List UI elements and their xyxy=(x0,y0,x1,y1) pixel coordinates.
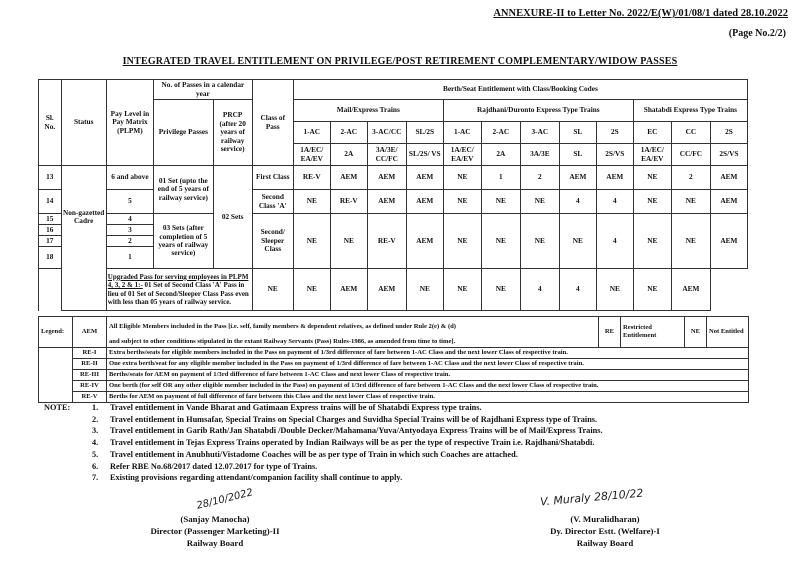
code-header: 1A/EC/ EA/EV xyxy=(293,144,330,166)
value-cell: NE xyxy=(252,269,293,311)
class-header: 2-AC xyxy=(330,122,367,144)
header-status: Status xyxy=(61,80,106,166)
value-cell: AEM xyxy=(596,166,633,190)
legend-table xyxy=(38,316,749,403)
page-number: (Page No.2/2) xyxy=(728,28,786,39)
code-header: 2S/VS xyxy=(710,144,747,166)
value-cell: NE xyxy=(520,214,559,269)
value-cell: NE xyxy=(443,214,481,269)
value-cell: NE xyxy=(293,269,330,311)
code-header: 2A xyxy=(481,144,520,166)
slno-cell: 13 xyxy=(39,166,62,190)
signature-right-scribble: V. Muraly 28/10/22 xyxy=(539,486,644,509)
value-cell: RE-V xyxy=(293,166,330,190)
note-item: 5. Travel entitlement in Anubhuti/Vistadome Coaches will be as per type of Train in which such Coaches are attached. xyxy=(92,449,518,459)
slno-cell: 14 xyxy=(39,190,62,214)
legend-text: Berths for AEM on payment of full difference of fare between this Class and the next lower Class of respective train. xyxy=(107,391,749,402)
prcp-cell: 02 Sets xyxy=(213,166,252,269)
value-cell: 4 xyxy=(559,190,596,214)
table-row xyxy=(39,190,748,214)
value-cell: NE xyxy=(633,166,671,190)
legend-key: RE-I xyxy=(73,347,107,358)
legend-row xyxy=(39,358,749,369)
annexure-reference: ANNEXURE-II to Letter No. 2022/E(W)/01/08/1 dated 28.10.2022 xyxy=(493,8,788,19)
code-header: 3A/3E/ CC/FC xyxy=(367,144,406,166)
value-cell: NE xyxy=(443,166,481,190)
pay-level-cell: 4 xyxy=(106,214,153,225)
value-cell: NE xyxy=(330,214,367,269)
class-cell: Second/ Sleeper Class xyxy=(252,214,293,269)
class-header: 1-AC xyxy=(293,122,330,144)
note-item: 6. Refer RBE No.68/2017 dated 12.07.2017 for type of Trains. xyxy=(92,461,318,471)
value-cell: AEM xyxy=(559,166,596,190)
legend-text: One berth (for self OR any other eligible member included in the Pass) on payment of 1/3rd difference of fare between 1-AC Class and the next lower Class of respective train. xyxy=(107,380,749,391)
status-cell: Non-gazetted Cadre xyxy=(61,166,106,269)
value-cell: 4 xyxy=(559,269,596,311)
legend-text: One extra berth/seat for any eligible member included in the Pass on payment of 1/3rd difference of fare between 1-AC Class and the next lower Class of respective train. xyxy=(107,358,749,369)
legend-row xyxy=(39,347,749,358)
document-title: INTEGRATED TRAVEL ENTITLEMENT ON PRIVILEGE/POST RETIREMENT COMPLEMENTARY/WIDOW PASSES xyxy=(122,56,678,67)
value-cell: NE xyxy=(481,190,520,214)
value-cell: NE xyxy=(671,190,710,214)
code-header: CC/FC xyxy=(671,144,710,166)
class-cell: Second Class 'A' xyxy=(252,190,293,214)
table-row xyxy=(39,214,748,225)
code-header: SL/2S/ VS xyxy=(406,144,443,166)
header-berth-entitlement: Berth/Seat Entitlement with Class/Booking Codes xyxy=(293,80,747,100)
class-header: 3-AC xyxy=(520,122,559,144)
legend-text: Extra berths/seats for eligible members included in the Pass on payment of 1/3rd difference of fare between 1-AC Class and the next lower Class of respective train. xyxy=(107,347,749,358)
header-shatabdi: Shatabdi Express Type Trains xyxy=(633,100,747,122)
value-cell: 4 xyxy=(596,214,633,269)
legend-row xyxy=(39,380,749,391)
value-cell: 2 xyxy=(520,166,559,190)
value-cell: AEM xyxy=(406,214,443,269)
privilege-cell: 01 Set (upto the end of 5 years of railway service) xyxy=(154,166,214,214)
table-row xyxy=(39,166,748,190)
legend-key: RE-III xyxy=(73,369,107,380)
legend-key: RE-V xyxy=(73,391,107,402)
value-cell: 4 xyxy=(596,190,633,214)
code-header: 2S/VS xyxy=(596,144,633,166)
header-prcp: PRCP (after 20 years of railway service) xyxy=(213,100,252,166)
value-cell: 4 xyxy=(520,269,559,311)
header-passes-group: No. of Passes in a calendar year xyxy=(154,80,253,100)
class-header: CC xyxy=(671,122,710,144)
header-privilege: Privilege Passes xyxy=(154,100,214,166)
legend-row xyxy=(39,369,749,380)
value-cell: NE xyxy=(406,269,443,311)
value-cell: AEM xyxy=(406,166,443,190)
value-cell: AEM xyxy=(671,269,710,311)
value-cell: 2 xyxy=(671,166,710,190)
slno-cell: 17 xyxy=(39,236,62,247)
class-header: SL/2S xyxy=(406,122,443,144)
value-cell: NE xyxy=(443,269,481,311)
legend-ne-text: Not Entitled xyxy=(707,317,749,348)
note-item: 4. Travel entitlement in Tejas Express Trains operated by Indian Railways will be as per the type of respective Train i.e. Rajdhani/Shatabdi. xyxy=(92,438,595,448)
value-cell: NE xyxy=(596,269,633,311)
legend-re-text: Restricted Entitlement xyxy=(621,317,685,348)
pay-level-cell: 6 and above xyxy=(106,166,153,190)
class-header: EC xyxy=(633,122,671,144)
slno-cell: 18 xyxy=(39,247,62,269)
code-header: 1A/EC/ EA/EV xyxy=(633,144,671,166)
value-cell: AEM xyxy=(710,214,747,269)
signature-left-scribble: 28/10/2022 xyxy=(195,487,255,512)
value-cell: AEM xyxy=(710,166,747,190)
value-cell: NE xyxy=(671,214,710,269)
value-cell: NE xyxy=(520,190,559,214)
legend-key: RE-II xyxy=(73,358,107,369)
notes-label: NOTE: xyxy=(44,403,71,412)
header-slno: Sl. No. xyxy=(39,80,62,166)
value-cell: RE-V xyxy=(330,190,367,214)
legend-key: RE-IV xyxy=(73,380,107,391)
class-cell: First Class xyxy=(252,166,293,190)
value-cell: AEM xyxy=(330,166,367,190)
upgraded-pass-note: Upgraded Pass for serving employees in PLPM 4, 3, 2 & 1:- 01 Set of Second Class 'A' Pass in lieu of 01 Set of Second/Sleeper Class Pass even with less than 05 years of railway service. xyxy=(106,269,252,311)
signature-right: (V. Muralidharan) Dy. Director Estt. (Welfare)-I Railway Board xyxy=(550,514,660,548)
note-item: 3. Travel entitlement in Garib Rath/Jan Shatabdi /Double Decker/Mahamana/Yuva/Antyodaya Express Trains will be of Mail/Express Trains. xyxy=(92,426,603,436)
table-row-upgraded xyxy=(39,269,748,311)
code-header: 2A xyxy=(330,144,367,166)
value-cell: NE xyxy=(293,214,330,269)
pay-level-cell: 3 xyxy=(106,225,153,236)
class-header: 2S xyxy=(596,122,633,144)
value-cell: RE-V xyxy=(367,214,406,269)
value-cell: 1 xyxy=(481,166,520,190)
legend-key-aem: AEM xyxy=(73,317,107,348)
legend-aem-text-2: and subject to other conditions stipulated in the extant Railway Servants (Pass) Rules-1986, as amended from time to time]. xyxy=(109,338,456,345)
value-cell: AEM xyxy=(367,190,406,214)
value-cell: NE xyxy=(481,214,520,269)
value-cell: NE xyxy=(293,190,330,214)
class-header: 1-AC xyxy=(443,122,481,144)
class-header: SL xyxy=(559,122,596,144)
note-item: 1. Travel entitlement in Vande Bharat and Gatimaan Express trains will be of Shatabdi Express type trains. xyxy=(92,403,482,412)
pay-level-cell: 1 xyxy=(106,247,153,269)
notes-section xyxy=(44,402,603,484)
code-header: 3A/3E xyxy=(520,144,559,166)
legend-text: Berths/seats for AEM on payment of 1/3rd difference of fare between 1-AC Class and next lower Class of respective train. xyxy=(107,369,749,380)
legend-row xyxy=(39,391,749,402)
header-rajdhani: Rajdhani/Duronto Express Type Trains xyxy=(443,100,633,122)
pay-level-cell: 5 xyxy=(106,190,153,214)
slno-cell: 16 xyxy=(39,225,62,236)
value-cell: NE xyxy=(481,269,520,311)
entitlement-table xyxy=(38,79,748,311)
value-cell: AEM xyxy=(406,190,443,214)
class-header: 2-AC xyxy=(481,122,520,144)
signature-left: (Sanjay Manocha) Director (Passenger Marketing)-II Railway Board xyxy=(150,514,280,548)
value-cell: NE xyxy=(633,269,671,311)
slno-cell: 15 xyxy=(39,214,62,225)
pay-level-cell: 2 xyxy=(106,236,153,247)
value-cell: NE xyxy=(633,190,671,214)
legend-key-ne: NE xyxy=(685,317,707,348)
header-pay-level: Pay Level in Pay Matrix (PLPM) xyxy=(106,80,153,166)
class-header: 3-AC/CC xyxy=(367,122,406,144)
privilege-cell: 03 Sets (after completion of 5 years of railway service) xyxy=(154,214,214,269)
value-cell: NE xyxy=(443,190,481,214)
value-cell: AEM xyxy=(330,269,367,311)
header-mail-express: Mail/Express Trains xyxy=(293,100,443,122)
value-cell: NE xyxy=(559,214,596,269)
value-cell: AEM xyxy=(710,190,747,214)
value-cell: NE xyxy=(633,214,671,269)
note-item: 7. Existing provisions regarding attendant/companion facility shall continue to apply. xyxy=(92,473,403,483)
note-item: 2. Travel entitlement in Humsafar, Special Trains on Special Charges and Suvidha Special Trains will be of Rajdhani Express type of Trains. xyxy=(92,414,598,424)
header-class-of-pass: Class of Pass xyxy=(252,80,293,166)
value-cell: AEM xyxy=(367,166,406,190)
class-header: 2S xyxy=(710,122,747,144)
code-header: 1A/EC/ EA/EV xyxy=(443,144,481,166)
code-header: SL xyxy=(559,144,596,166)
legend-aem-text: All Eligible Members included in the Pass [i.e. self, family members & dependent relatives, as defined under Rule 2(e) & (d) xyxy=(109,323,457,331)
value-cell: AEM xyxy=(367,269,406,311)
legend-label: Legend: xyxy=(39,317,73,348)
legend-key-re: RE xyxy=(599,317,621,348)
